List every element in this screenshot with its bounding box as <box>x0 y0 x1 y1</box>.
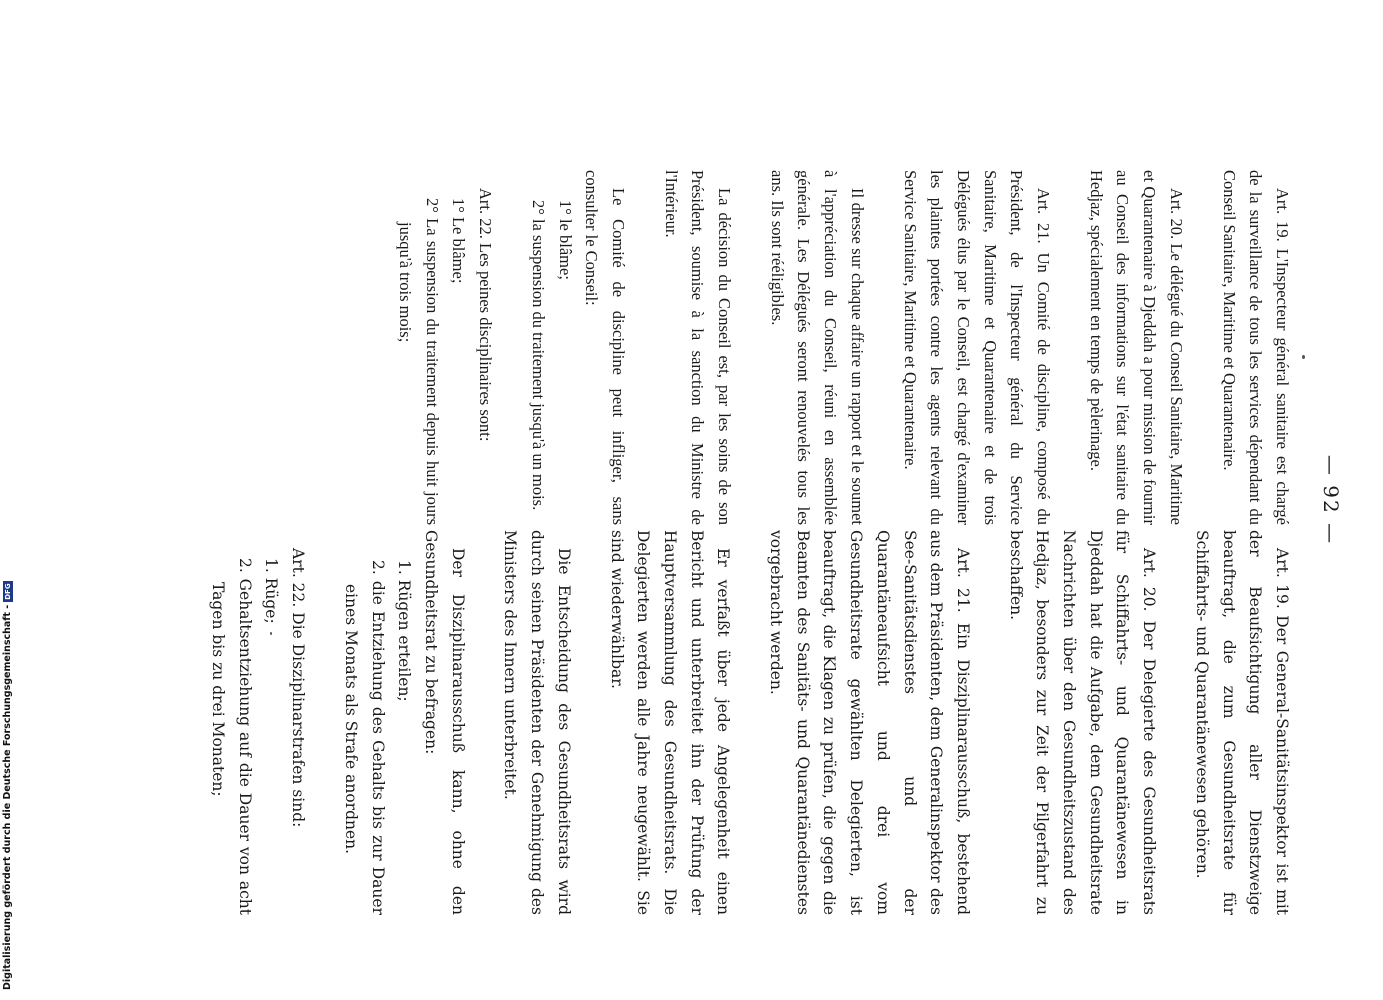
paragraph: La décision du Conseil est, par les soins de son Président, soumise à la sanction du Ministre de l'Intérieur. <box>661 170 735 525</box>
scan-speck <box>270 632 272 635</box>
list-item: 2° La suspension du traitement depuis huit jours jusqu'à trois mois; <box>396 198 442 525</box>
paragraph-gap <box>577 530 603 915</box>
paragraph-gap <box>737 170 763 525</box>
paragraph: Art. 19. L'Inspecteur général sanitaire est chargé de la surveillance de tous les services dépendant du Conseil Sanitaire, Maritime et Quarantenaire. <box>1219 170 1292 525</box>
list-item: 1° Le blâme; <box>449 198 469 284</box>
scan-speck <box>1302 355 1305 359</box>
digitization-credit <box>0 583 16 1000</box>
list-item: 1° le blâme; <box>555 200 575 280</box>
paragraph: Il dresse sur chaque affaire un rapport et le soumet à l'appréciation du Conseil, réuni en assemblée générale. Les Délégués seront renouvelés tous les ans. Ils sont rééligibles. <box>767 170 867 525</box>
list <box>204 530 284 915</box>
paragraph: Art. 21. Ein Disziplinarausschuß, bestehend aus dem Präsidenten, dem Generalinspektor des See-Sanitätsdienstes und der Quarantäneaufsicht und drei vom Gesundheitsrate gewählten Delegierten, ist beauftragt, die Klagen zu prüfen, die gegen die Beamten des Sanitäts- und Quarantänedienstes vorgebracht werden. <box>767 530 972 915</box>
paragraph-gap <box>736 530 762 915</box>
paragraph: Art. 21. Un Comité de discipline, composé du Président, de l'Inspecteur général du Service Sanitaire, Maritime et Quarantenaire et de trois Délégués élus par le Conseil, est chargé d'examiner les plaintes portées contre les agents relevant du Service Sanitaire, Maritime et Quarantenaire. <box>900 170 1054 525</box>
paragraph: Le Comité de discipline peut infliger, sans consulter le Conseil: <box>582 170 628 525</box>
list <box>524 170 577 525</box>
paragraph-gap <box>311 530 337 915</box>
paragraph: Der Disziplinarausschuß kann, ohne den Gesundheitsrat zu befragen: <box>422 530 467 915</box>
paragraph: Art. 22. Les peines disciplinaires sont: <box>476 188 496 442</box>
scanned-page <box>95 0 1365 1000</box>
list <box>337 530 417 915</box>
paragraph-gap <box>976 530 1002 915</box>
list-item: 1. Rügen erteilen; <box>395 560 414 702</box>
german-column <box>204 530 1295 915</box>
paragraph-gap <box>1162 530 1188 915</box>
paragraph: Art. 20. Der Delegierte des Gesundheitsrats für Schiffahrts- und Quarantänewesen in Djeddah hat die Aufgabe, dem Gesundheitsrate Nachrichten über den Gesundheitszustand des Hedjaz, besonders zur Zeit der Pilgerfahrt zu beschaffen. <box>1006 530 1159 915</box>
paragraph: Er verfaßt über jede Angelegenheit einen Bericht und unterbreitet ihn der Prüfung der Hauptversammlung des Gesundheitsrats. Die Delegierten werden alle Jahre neugewählt. Sie sind wiederwählbar. <box>607 530 733 915</box>
paragraph-gap <box>471 530 497 915</box>
credit-text: Digitalisierung gefördert durch die Deutsche Forschungsgemeinschaft - <box>2 604 13 990</box>
paragraph-gap <box>1056 170 1082 525</box>
paragraph-gap <box>631 170 657 525</box>
paragraph: Die Entscheidung des Gesundheitsrats wird durch seinen Präsidenten der Genehmigung des Ministers des Innern unterbreitet. <box>501 530 573 915</box>
list-item: 2° la suspension du traitement jusqu'à un mois. <box>528 200 548 511</box>
paragraph-gap <box>498 170 524 525</box>
list-item: 2. die Entziehung des Gehalts bis zur Dauer eines Monats als Strafe anordnen. <box>341 560 387 915</box>
paragraph: Art. 19. Der General-Sanitätsinspektor ist mit der Beaufsichtigung aller Dienstzweige beauftragt, die zum Gesundheitsrate für Schiffahrts- und Quarantänewesen gehören. <box>1192 530 1291 915</box>
paragraph-gap <box>1189 170 1215 525</box>
paragraph-gap <box>870 170 896 525</box>
list <box>391 170 471 525</box>
list-item: 1. Rüge; <box>262 558 281 624</box>
list-item: 2. Gehaltsentziehung auf die Dauer von acht Tagen bis zu drei Monaten; <box>209 558 254 915</box>
french-column <box>391 170 1295 525</box>
dfg-logo: DFG <box>4 583 12 600</box>
page-number: — 92 — <box>1319 454 1343 546</box>
paragraph: Art. 22. Die Disziplinarstrafen sind: <box>289 548 308 828</box>
paragraph: Art. 20. Le délégué du Conseil Sanitaire, Maritime et Quarantenaire à Djeddah a pour mission de fournir au Conseil des informations sur l'état sanitaire du Hedjaz, spécialement en temps de pèlerinage. <box>1086 170 1186 525</box>
